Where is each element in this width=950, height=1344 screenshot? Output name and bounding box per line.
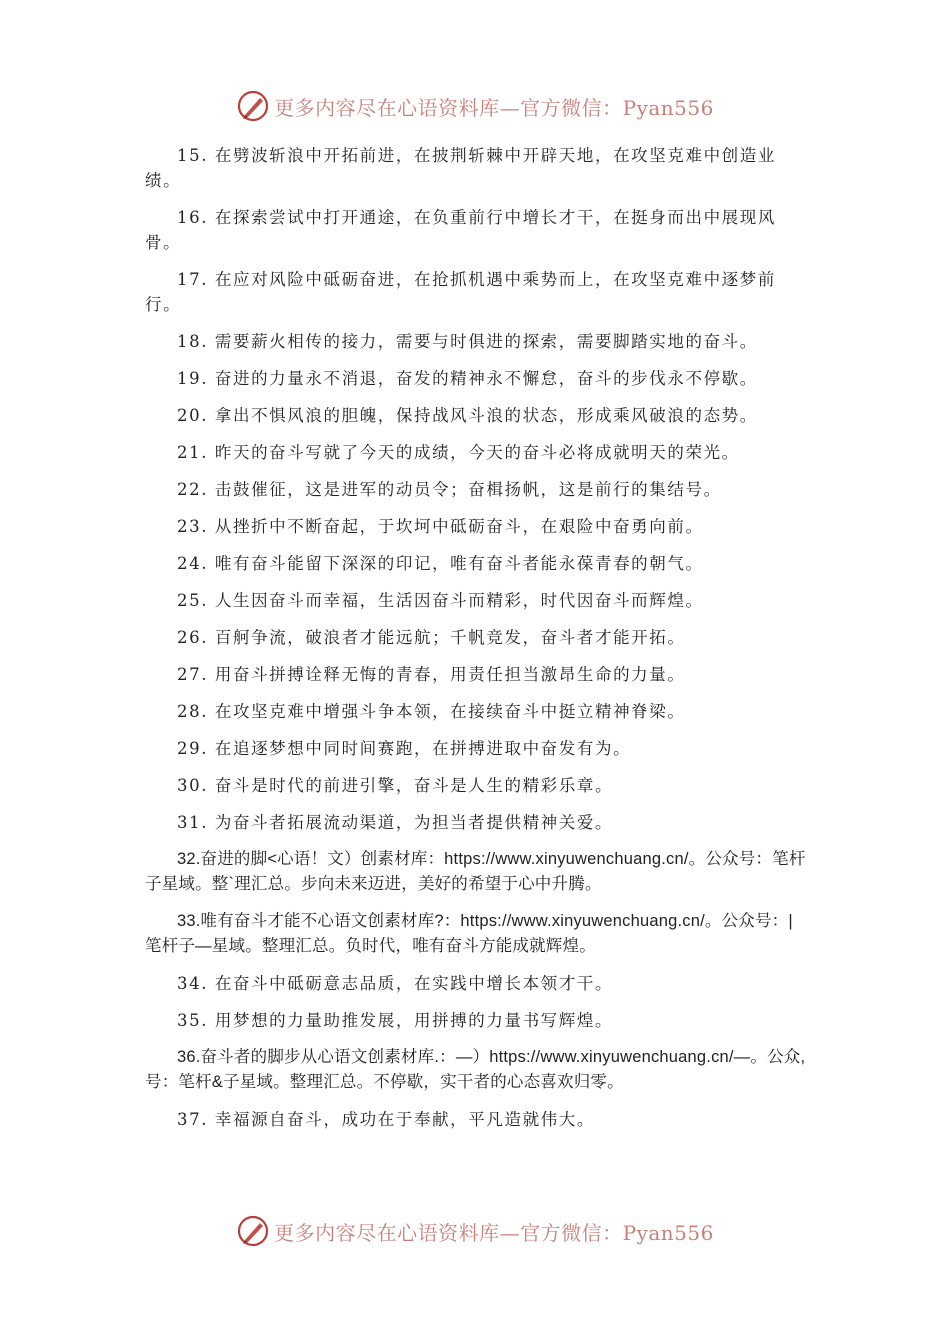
- paragraph-18: 18. 需要薪火相传的接力，需要与时俱进的探索，需要脚踏实地的奋斗。: [177, 332, 758, 351]
- paragraph-25: 25. 人生因奋斗而幸福，生活因奋斗而精彩，时代因奋斗而辉煌。: [177, 591, 704, 610]
- document-body: [145, 143, 807, 1144]
- pen-logo-icon: [236, 1214, 270, 1248]
- header-banner: [0, 86, 950, 126]
- header-brand-text: 更多内容尽在心语资料库—: [274, 95, 521, 120]
- paragraph-27: 27. 用奋斗拼搏诠释无悔的青春，用责任担当激昂生命的力量。: [177, 665, 686, 684]
- footer-wechat-text: 官方微信：Pyan556: [520, 1220, 714, 1245]
- paragraph-22: 22. 击鼓催征，这是进军的动员令；奋楫扬帆，这是前行的集结号。: [177, 480, 722, 499]
- footer-banner: [0, 1211, 950, 1251]
- paragraph-16: 16. 在探索尝试中打开通途，在负重前行中增长才干，在挺身而出中展现风骨。: [145, 208, 776, 252]
- paragraph-21: 21. 昨天的奋斗写就了今天的成绩，今天的奋斗必将成就明天的荣光。: [177, 443, 740, 462]
- paragraph-33: 33.唯有奋斗才能不心语文创素材库?：https://www.xinyuwenchuang.cn/。公众号：|笔杆子—星域。整理汇总。负时代，唯有奋斗方能成就辉煌。: [145, 912, 793, 955]
- paragraph-29: 29. 在追逐梦想中同时间赛跑，在拼搏进取中奋发有为。: [177, 739, 632, 758]
- paragraph-35: 35. 用梦想的力量助推发展，用拼搏的力量书写辉煌。: [177, 1011, 614, 1030]
- paragraph-36: 36.奋斗者的脚步从心语文创素材库.：—）https://www.xinyuwenchuang.cn/—。公众,号：笔杆&子星域。整理汇总。不停歇，实干者的心态喜欢归零。: [145, 1048, 806, 1091]
- paragraph-26: 26. 百舸争流，破浪者才能远航；千帆竞发，奋斗者才能开拓。: [177, 628, 686, 647]
- footer-brand-text: 更多内容尽在心语资料库—: [274, 1220, 521, 1245]
- paragraph-19: 19. 奋进的力量永不消退，奋发的精神永不懈怠，奋斗的步伐永不停歇。: [177, 369, 758, 388]
- paragraph-37: 37. 幸福源自奋斗，成功在于奉献，平凡造就伟大。: [177, 1110, 595, 1129]
- paragraph-28: 28. 在攻坚克难中增强斗争本领，在接续奋斗中挺立精神脊梁。: [177, 702, 686, 721]
- paragraph-30: 30. 奋斗是时代的前进引擎，奋斗是人生的精彩乐章。: [177, 776, 614, 795]
- paragraph-17: 17. 在应对风险中砥砺奋进，在抢抓机遇中乘势而上，在攻坚克难中逐梦前行。: [145, 270, 776, 314]
- paragraph-23: 23. 从挫折中不断奋起，于坎坷中砥砺奋斗，在艰险中奋勇向前。: [177, 517, 704, 536]
- paragraph-15: 15. 在劈波斩浪中开拓前进，在披荆斩棘中开辟天地，在攻坚克难中创造业绩。: [145, 146, 776, 190]
- paragraph-31: 31. 为奋斗者拓展流动渠道，为担当者提供精神关爱。: [177, 813, 614, 832]
- paragraph-24: 24. 唯有奋斗能留下深深的印记，唯有奋斗者能永葆青春的朝气。: [177, 554, 704, 573]
- paragraph-20: 20. 拿出不惧风浪的胆魄，保持战风斗浪的状态，形成乘风破浪的态势。: [177, 406, 758, 425]
- header-wechat-text: 官方微信：Pyan556: [520, 95, 714, 120]
- paragraph-34: 34. 在奋斗中砥砺意志品质，在实践中增长本领才干。: [177, 974, 614, 993]
- paragraph-32: 32.奋进的脚<心语！文）创素材库：https://www.xinyuwenchuang.cn/。公众号：笔杆子星域。整`理汇总。步向未来迈进，美好的希望于心中升腾。: [145, 850, 806, 893]
- pen-logo-icon: [236, 89, 270, 123]
